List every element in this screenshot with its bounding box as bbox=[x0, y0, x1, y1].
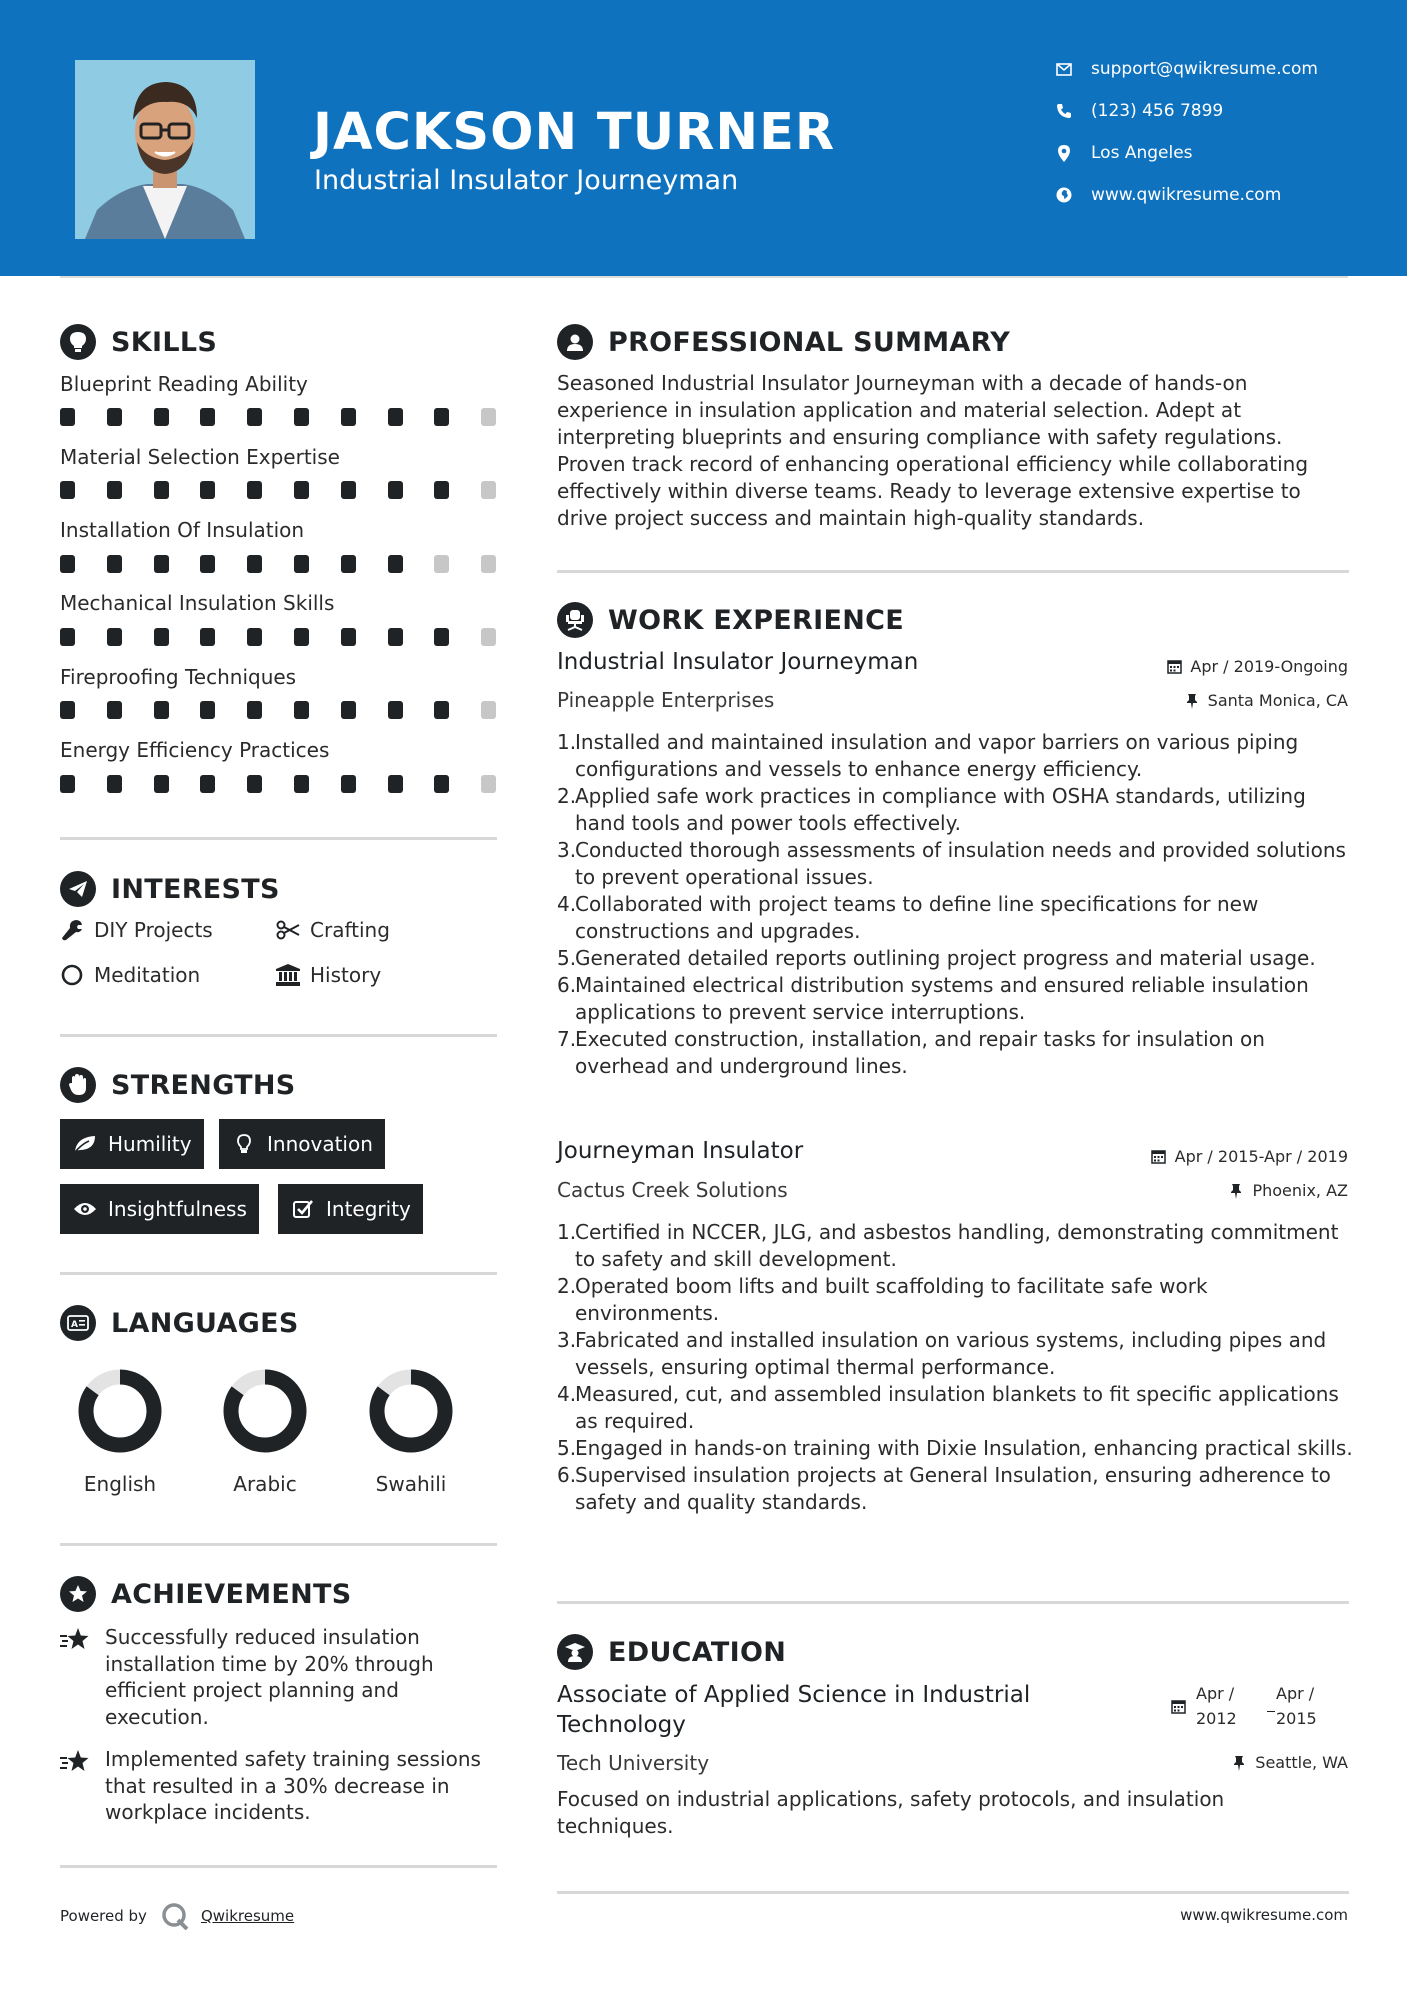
wrench-icon bbox=[60, 918, 84, 942]
skill-rating bbox=[60, 555, 500, 575]
strength-tag bbox=[219, 1119, 385, 1169]
skill-dot-filled bbox=[107, 408, 122, 426]
strength-tag bbox=[278, 1184, 423, 1234]
education-heading-text: EDUCATION bbox=[608, 1636, 787, 1668]
skills-heading-text: SKILLS bbox=[111, 326, 218, 358]
duty-text: Supervised insulation projects at General Insulation, ensuring adherence to safety and quality standards. bbox=[575, 1463, 1331, 1514]
duty-text: Fabricated and installed insulation on various systems, including pipes and vessels, ensuring optimal thermal performance. bbox=[575, 1328, 1327, 1379]
section-divider bbox=[60, 837, 497, 840]
language-card-icon bbox=[60, 1305, 96, 1341]
skill-dot-filled bbox=[341, 481, 356, 499]
skill-dot-filled bbox=[200, 701, 215, 719]
skill-name: Material Selection Expertise bbox=[60, 445, 340, 469]
language-donut bbox=[223, 1369, 307, 1453]
skill-rating bbox=[60, 701, 500, 721]
museum-icon bbox=[276, 963, 300, 987]
header-divider bbox=[60, 276, 1348, 278]
strength-tag bbox=[60, 1184, 259, 1234]
skill-dot-empty bbox=[481, 481, 496, 499]
skill-dot-filled bbox=[154, 628, 169, 646]
skill-dot-filled bbox=[247, 555, 262, 573]
duty-text: Measured, cut, and assembled insulation blankets to fit specific applications as required. bbox=[575, 1382, 1339, 1433]
duty-item bbox=[557, 1435, 1357, 1462]
candidate-title: Industrial Insulator Journeyman bbox=[314, 165, 739, 196]
job-location bbox=[1184, 691, 1348, 710]
education-description: Focused on industrial applications, safety protocols, and insulation techniques. bbox=[557, 1787, 1225, 1838]
achievement-text: Implemented safety training sessions that resulted in a 30% decrease in workplace incidents. bbox=[105, 1747, 481, 1824]
skill-dot-empty bbox=[481, 701, 496, 719]
skill-dot-filled bbox=[60, 481, 75, 499]
interests-heading bbox=[60, 871, 280, 907]
skill-name: Energy Efficiency Practices bbox=[60, 738, 330, 762]
duty-item bbox=[557, 1381, 1357, 1435]
pushpin-icon bbox=[1228, 1183, 1244, 1199]
skill-dot-filled bbox=[60, 628, 75, 646]
duty-number: 6. bbox=[557, 1463, 577, 1487]
skill-dot-filled bbox=[434, 628, 449, 646]
skill-dot-filled bbox=[60, 555, 75, 573]
footer-site[interactable]: www.qwikresume.com bbox=[1180, 1906, 1348, 1924]
skill-dot-filled bbox=[247, 481, 262, 499]
education-start-year: 2012 bbox=[1196, 1709, 1237, 1728]
calendar-icon bbox=[1166, 659, 1182, 675]
degree-title: Associate of Applied Science in Industrial Technology bbox=[557, 1682, 1031, 1738]
office-chair-icon bbox=[557, 602, 593, 638]
education-location bbox=[1231, 1753, 1348, 1772]
duty-item bbox=[557, 1327, 1357, 1381]
skill-dot-filled bbox=[107, 481, 122, 499]
skill-dot-filled bbox=[60, 701, 75, 719]
strengths-heading bbox=[60, 1067, 296, 1103]
paper-plane-icon bbox=[60, 871, 96, 907]
qwikresume-link[interactable]: Qwikresume bbox=[200, 1907, 295, 1925]
duty-item bbox=[557, 972, 1357, 1026]
skill-dot-filled bbox=[341, 555, 356, 573]
skill-rating bbox=[60, 408, 500, 428]
duty-text: Generated detailed reports outlining project progress and material usage. bbox=[575, 946, 1316, 970]
contact-location-text: Los Angeles bbox=[1091, 143, 1193, 163]
summary-heading bbox=[557, 324, 1010, 360]
skill-dot-filled bbox=[294, 481, 309, 499]
language-donut bbox=[369, 1369, 453, 1453]
skill-dot-filled bbox=[60, 775, 75, 793]
languages-heading bbox=[60, 1305, 299, 1341]
interest-item bbox=[276, 963, 381, 987]
job-title: Journeyman Insulator bbox=[557, 1138, 804, 1164]
skill-dot-filled bbox=[200, 408, 215, 426]
skill-dot-filled bbox=[60, 408, 75, 426]
strengths-heading-text: STRENGTHS bbox=[111, 1069, 296, 1101]
job-dates bbox=[1166, 657, 1348, 676]
pushpin-icon bbox=[1184, 693, 1200, 709]
contact-phone[interactable] bbox=[1054, 96, 1394, 126]
duty-item bbox=[557, 1273, 1357, 1327]
powered-by-text: Powered by bbox=[60, 1907, 147, 1925]
interest-label: DIY Projects bbox=[94, 918, 213, 942]
leaf-icon bbox=[72, 1133, 98, 1155]
skill-dot-filled bbox=[247, 701, 262, 719]
duty-number: 2. bbox=[557, 784, 577, 808]
skill-dot-filled bbox=[388, 775, 403, 793]
language-donut bbox=[78, 1369, 162, 1453]
svg-text:A: A bbox=[71, 1320, 78, 1330]
skill-dot-filled bbox=[434, 775, 449, 793]
star-icon bbox=[60, 1626, 90, 1654]
interest-label: Crafting bbox=[310, 918, 390, 942]
strength-label: Humility bbox=[108, 1132, 192, 1156]
skill-name: Blueprint Reading Ability bbox=[60, 372, 308, 396]
skill-dot-filled bbox=[247, 628, 262, 646]
skill-dot-filled bbox=[388, 701, 403, 719]
duty-item bbox=[557, 945, 1357, 972]
lightbulb-icon bbox=[60, 324, 96, 360]
duty-number: 6. bbox=[557, 973, 577, 997]
map-pin-icon bbox=[1054, 143, 1074, 163]
achievement-text: Successfully reduced insulation installation time by 20% through efficient project planning and execution. bbox=[105, 1625, 434, 1729]
skill-name: Mechanical Insulation Skills bbox=[60, 591, 335, 615]
interests-heading-text: INTERESTS bbox=[111, 873, 280, 905]
skill-dot-filled bbox=[434, 408, 449, 426]
skills-heading bbox=[60, 324, 217, 360]
contact-email-text: support@qwikresume.com bbox=[1091, 59, 1318, 79]
header-banner bbox=[0, 0, 1407, 276]
skill-dot-filled bbox=[247, 408, 262, 426]
duty-list bbox=[557, 729, 1357, 1080]
job-dates-text: Apr / 2015-Apr / 2019 bbox=[1174, 1147, 1348, 1166]
duty-text: Certified in NCCER, JLG, and asbestos handling, demonstrating commitment to safety and skill development. bbox=[575, 1220, 1339, 1271]
graduate-icon bbox=[557, 1634, 593, 1670]
skill-rating bbox=[60, 481, 500, 501]
skill-dot-filled bbox=[341, 701, 356, 719]
duty-text: Maintained electrical distribution systems and ensured reliable insulation applications to prevent service interruptions. bbox=[575, 973, 1309, 1024]
education-location-text: Seattle, WA bbox=[1255, 1753, 1348, 1772]
duty-text: Executed construction, installation, and repair tasks for insulation on overhead and underground lines. bbox=[575, 1027, 1265, 1078]
education-heading bbox=[557, 1634, 786, 1670]
skill-dot-filled bbox=[388, 408, 403, 426]
duty-number: 1. bbox=[557, 730, 577, 754]
skill-dot-empty bbox=[481, 408, 496, 426]
summary-heading-text: PROFESSIONAL SUMMARY bbox=[608, 326, 1011, 358]
skill-name: Fireproofing Techniques bbox=[60, 665, 297, 689]
duty-text: Engaged in hands-on training with Dixie Insulation, enhancing practical skills. bbox=[575, 1436, 1353, 1460]
duty-text: Operated boom lifts and built scaffolding to facilitate safe work environments. bbox=[575, 1274, 1208, 1325]
avatar bbox=[75, 60, 255, 239]
duty-text: Conducted thorough assessments of insulation needs and provided solutions to prevent operational issues. bbox=[575, 838, 1346, 889]
skill-dot-filled bbox=[154, 701, 169, 719]
duty-number: 7. bbox=[557, 1027, 577, 1051]
skill-dot-filled bbox=[388, 481, 403, 499]
languages-heading-text: LANGUAGES bbox=[111, 1307, 299, 1339]
section-divider bbox=[557, 570, 1349, 573]
duty-number: 3. bbox=[557, 838, 577, 862]
experience-heading bbox=[557, 602, 904, 638]
job-location-text: Santa Monica, CA bbox=[1207, 691, 1348, 710]
section-divider bbox=[557, 1601, 1349, 1604]
skill-dot-filled bbox=[200, 775, 215, 793]
skill-dot-filled bbox=[341, 408, 356, 426]
interest-item bbox=[60, 963, 200, 987]
skill-dot-filled bbox=[388, 555, 403, 573]
duty-item bbox=[557, 729, 1357, 783]
phone-icon bbox=[1054, 101, 1074, 121]
skill-dot-filled bbox=[154, 408, 169, 426]
circle-icon bbox=[60, 963, 84, 987]
strength-label: Innovation bbox=[267, 1132, 373, 1156]
profile-photo bbox=[75, 60, 255, 239]
skill-dot-filled bbox=[107, 555, 122, 573]
skill-rating bbox=[60, 775, 500, 795]
strength-label: Insightfulness bbox=[108, 1197, 247, 1221]
job-location-text: Phoenix, AZ bbox=[1252, 1181, 1348, 1200]
strength-tag bbox=[60, 1119, 204, 1169]
achievements-heading-text: ACHIEVEMENTS bbox=[111, 1578, 352, 1610]
date-dash bbox=[1267, 1711, 1275, 1712]
globe-icon bbox=[1054, 185, 1074, 205]
skill-dot-filled bbox=[434, 481, 449, 499]
job-title: Industrial Insulator Journeyman bbox=[557, 649, 919, 675]
duty-item bbox=[557, 783, 1357, 837]
user-icon bbox=[557, 324, 593, 360]
skill-dot-filled bbox=[341, 775, 356, 793]
skill-dot-filled bbox=[294, 628, 309, 646]
skill-dot-filled bbox=[107, 775, 122, 793]
contact-website-text: www.qwikresume.com bbox=[1091, 185, 1282, 205]
duty-text: Collaborated with project teams to define line specifications for new constructions and upgrades. bbox=[575, 892, 1259, 943]
skill-dot-filled bbox=[247, 775, 262, 793]
skill-dot-filled bbox=[154, 481, 169, 499]
contact-location bbox=[1054, 138, 1394, 168]
experience-heading-text: WORK EXPERIENCE bbox=[608, 604, 904, 636]
section-divider bbox=[60, 1865, 497, 1868]
company-name: Cactus Creek Solutions bbox=[557, 1178, 788, 1202]
candidate-name: JACKSON TURNER bbox=[313, 103, 836, 162]
skill-dot-filled bbox=[294, 701, 309, 719]
duty-number: 1. bbox=[557, 1220, 577, 1244]
duty-item bbox=[557, 1219, 1357, 1273]
skill-dot-filled bbox=[200, 481, 215, 499]
contact-email[interactable] bbox=[1054, 54, 1394, 84]
job-dates-text: Apr / 2019-Ongoing bbox=[1190, 657, 1348, 676]
duty-number: 5. bbox=[557, 946, 577, 970]
contact-website[interactable] bbox=[1054, 180, 1394, 210]
education-end-date bbox=[1276, 1681, 1317, 1731]
duty-item bbox=[557, 1026, 1357, 1080]
interest-item bbox=[60, 918, 213, 942]
section-divider bbox=[60, 1034, 497, 1037]
duty-text: Applied safe work practices in compliance with OSHA standards, utilizing hand tools and power tools effectively. bbox=[575, 784, 1306, 835]
qwikresume-logo-icon bbox=[161, 1902, 189, 1930]
skill-dot-filled bbox=[107, 628, 122, 646]
achievements-heading bbox=[60, 1576, 352, 1612]
duty-number: 5. bbox=[557, 1436, 577, 1460]
duty-number: 4. bbox=[557, 1382, 577, 1406]
interest-item bbox=[276, 918, 390, 942]
hand-icon bbox=[60, 1067, 96, 1103]
duty-number: 2. bbox=[557, 1274, 577, 1298]
skill-dot-empty bbox=[481, 775, 496, 793]
skill-dot-filled bbox=[341, 628, 356, 646]
duty-item bbox=[557, 837, 1357, 891]
skill-dot-filled bbox=[294, 555, 309, 573]
education-end-year: 2015 bbox=[1276, 1709, 1317, 1728]
skill-dot-filled bbox=[154, 555, 169, 573]
scissors-icon bbox=[276, 918, 300, 942]
envelope-icon bbox=[1054, 59, 1074, 79]
language-name: Swahili bbox=[375, 1472, 447, 1496]
section-divider bbox=[60, 1272, 497, 1275]
skill-dot-filled bbox=[154, 775, 169, 793]
job-location bbox=[1228, 1181, 1348, 1200]
check-square-icon bbox=[290, 1198, 316, 1220]
language-name: English bbox=[83, 1472, 157, 1496]
lightbulb-icon bbox=[231, 1133, 257, 1155]
calendar-icon bbox=[1151, 1149, 1167, 1165]
duty-list bbox=[557, 1219, 1357, 1516]
skill-dot-filled bbox=[107, 701, 122, 719]
skill-name: Installation Of Insulation bbox=[60, 518, 305, 542]
skill-dot-filled bbox=[294, 408, 309, 426]
education-start-date bbox=[1196, 1681, 1237, 1731]
calendar-icon bbox=[1171, 1699, 1187, 1715]
interest-label: Meditation bbox=[94, 963, 201, 987]
duty-item bbox=[557, 1462, 1357, 1516]
school-name: Tech University bbox=[557, 1751, 710, 1775]
skill-dot-filled bbox=[294, 775, 309, 793]
star-badge-icon bbox=[60, 1576, 96, 1612]
duty-number: 3. bbox=[557, 1328, 577, 1352]
duty-number: 4. bbox=[557, 892, 577, 916]
pushpin-icon bbox=[1231, 1755, 1247, 1771]
skill-dot-filled bbox=[200, 555, 215, 573]
interest-label: History bbox=[310, 963, 382, 987]
eye-icon bbox=[72, 1198, 98, 1220]
duty-item bbox=[557, 891, 1357, 945]
section-divider bbox=[557, 1891, 1349, 1894]
skill-rating bbox=[60, 628, 500, 648]
summary-text: Seasoned Industrial Insulator Journeyman with a decade of hands-on experience in insulation application and material selection. Adept at interpreting blueprints and ensuring compliance with safety regulations. Proven track record of enhancing operational efficiency while collaborating effectively within diverse teams. Ready to leverage extensive expertise to drive project success and maintain high-quality standards. bbox=[557, 371, 1309, 530]
footer-powered-by bbox=[60, 1902, 294, 1930]
skill-dot-filled bbox=[388, 628, 403, 646]
company-name: Pineapple Enterprises bbox=[557, 688, 775, 712]
education-start-month: Apr / bbox=[1196, 1684, 1235, 1703]
education-end-month: Apr / bbox=[1276, 1684, 1315, 1703]
section-divider bbox=[60, 1543, 497, 1546]
skill-dot-filled bbox=[434, 701, 449, 719]
skill-dot-filled bbox=[200, 628, 215, 646]
skill-dot-empty bbox=[481, 628, 496, 646]
language-name: Arabic bbox=[233, 1472, 297, 1496]
job-dates bbox=[1151, 1147, 1348, 1166]
strength-label: Integrity bbox=[326, 1197, 411, 1221]
skill-dot-empty bbox=[434, 555, 449, 573]
contact-phone-text: (123) 456 7899 bbox=[1091, 101, 1224, 121]
star-icon bbox=[60, 1748, 90, 1776]
duty-text: Installed and maintained insulation and vapor barriers on various piping configurations and vessels to enhance energy efficiency. bbox=[575, 730, 1299, 781]
skill-dot-empty bbox=[481, 555, 496, 573]
